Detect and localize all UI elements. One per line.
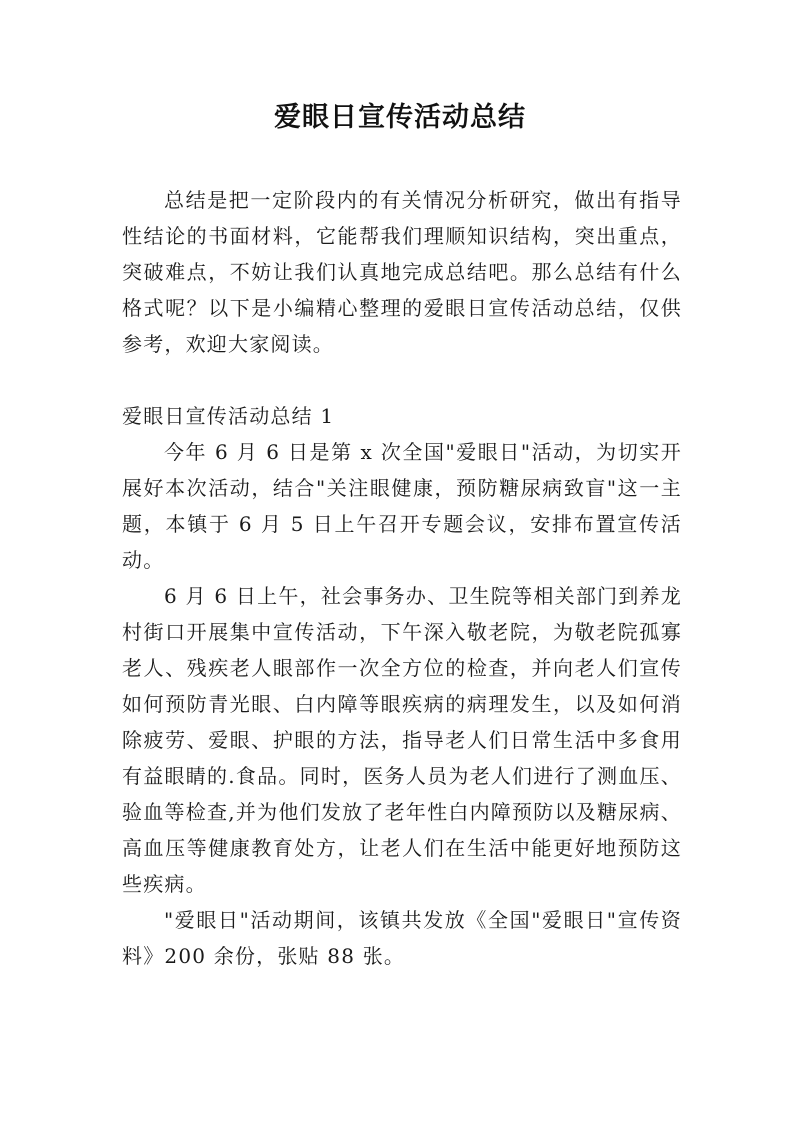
body-paragraph-3: "爱眼日"活动期间，该镇共发放《全国"爱眼日"宣传资料》200 余份，张贴 88 张。 bbox=[122, 908, 682, 968]
document-body bbox=[122, 182, 682, 974]
document-title: 爱眼日宣传活动总结 bbox=[274, 102, 526, 133]
body-paragraph-1: 今年 6 月 6 日是第 x 次全国"爱眼日"活动，为切实开展好本次活动，结合"关注眼健康，预防糖尿病致盲"这一主题，本镇于 6 月 5 日上午召开专题会议，安排布置宣传活动。 bbox=[122, 440, 682, 572]
section-title: 爱眼日宣传活动总结 1 bbox=[122, 404, 335, 428]
body-paragraph-2: 6 月 6 日上午，社会事务办、卫生院等相关部门到养龙村街口开展集中宣传活动，下午深入敬老院，为敬老院孤寡老人、残疾老人眼部作一次全方位的检查，并向老人们宣传如何预防青光眼、白内障等眼疾病的病理发生，以及如何消除疲劳、爱眼、护眼的方法，指导老人们日常生活中多食用有益眼睛的.食品。同时，医务人员为老人们进行了测血压、验血等检查,并为他们发放了老年性白内障预防以及糖尿病、高血压等健康教育处方，让老人们在生活中能更好地预防这些疾病。 bbox=[122, 584, 682, 896]
intro-paragraph: 总结是把一定阶段内的有关情况分析研究，做出有指导性结论的书面材料，它能帮我们理顺知识结构，突出重点，突破难点，不妨让我们认真地完成总结吧。那么总结有什么格式呢？以下是小编精心整理的爱眼日宣传活动总结，仅供参考，欢迎大家阅读。 bbox=[122, 188, 682, 356]
